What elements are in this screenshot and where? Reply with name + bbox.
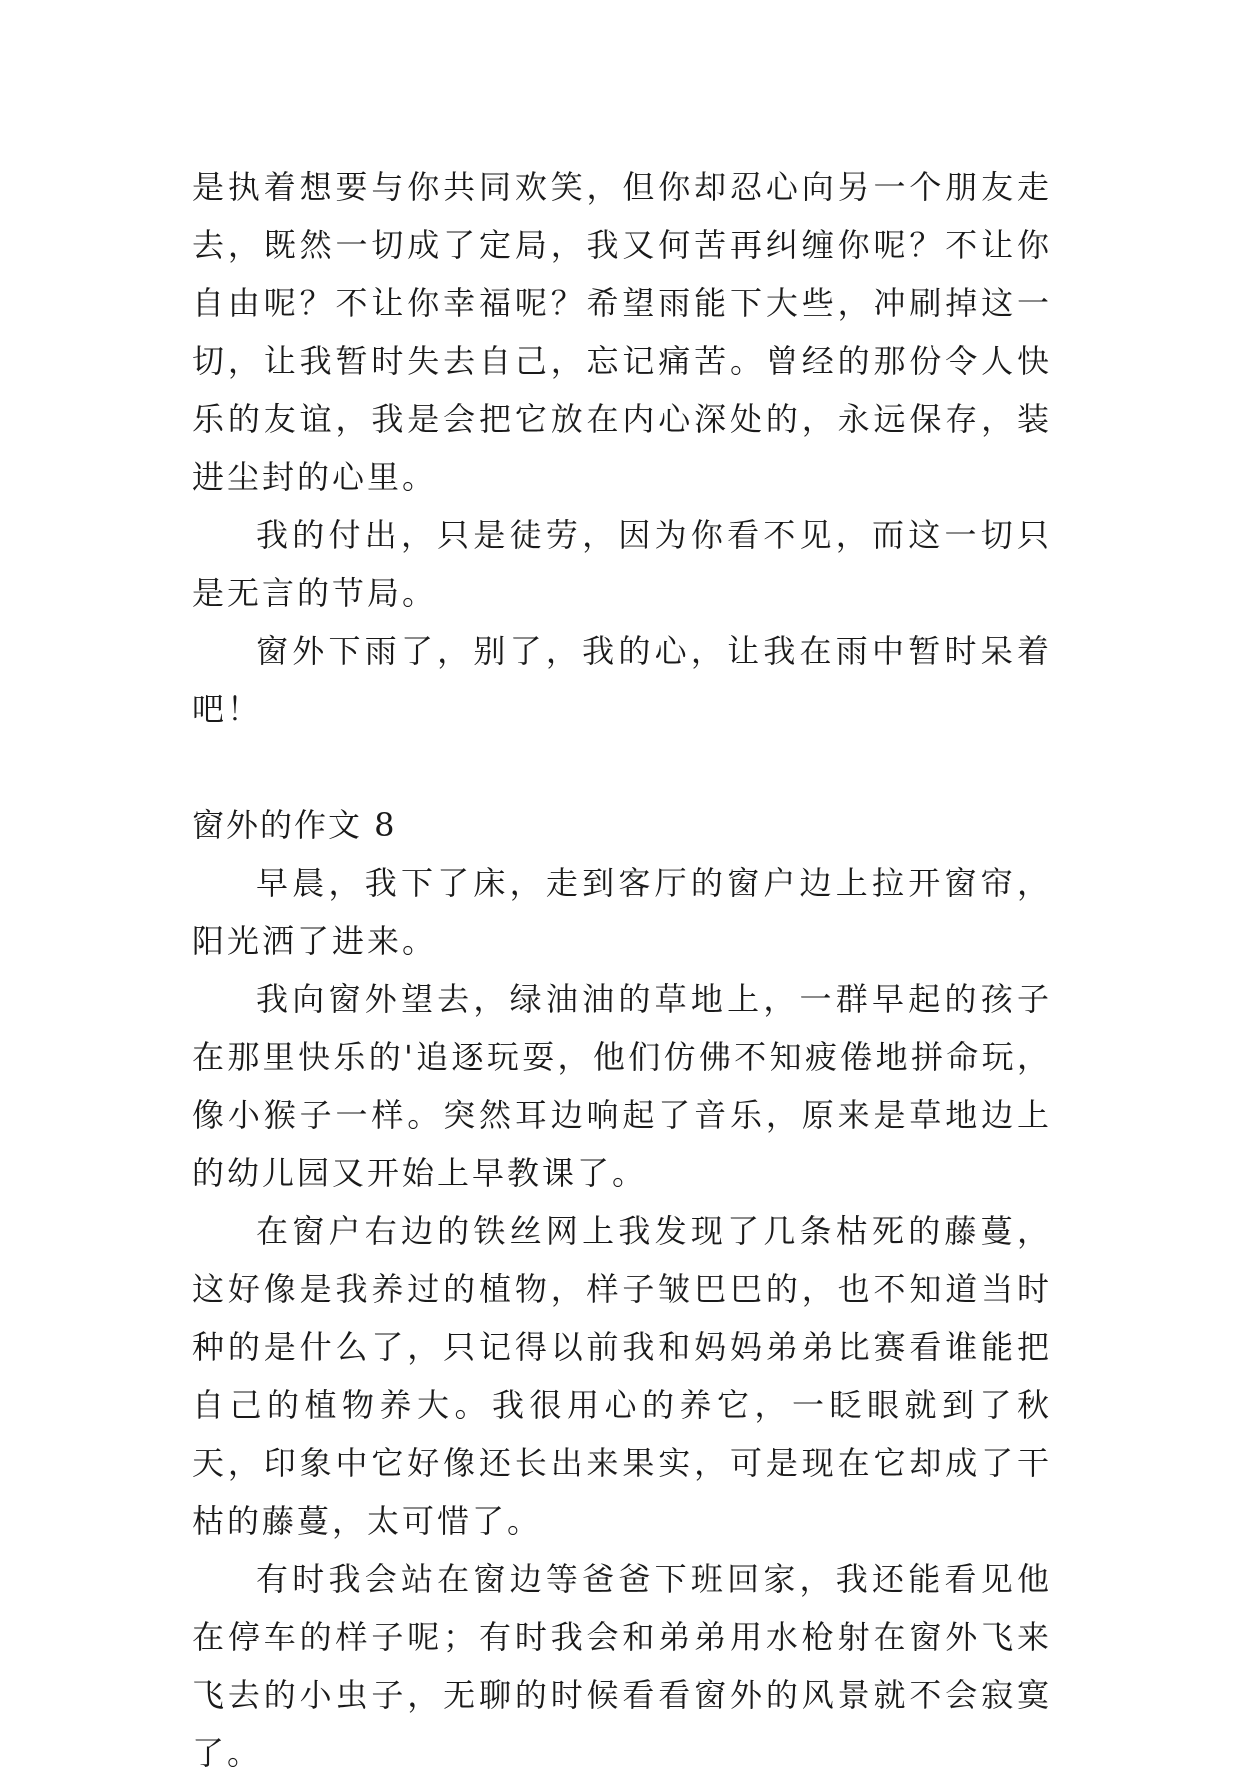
paragraph: 我向窗外望去，绿油油的草地上，一群早起的孩子在那里快乐的'追逐玩耍，他们仿佛不知疲倦地拼命玩，像小猴子一样。突然耳边响起了音乐，原来是草地边上的幼儿园又开始上早教课了。 xyxy=(192,980,1052,1192)
paragraph: 我的付出，只是徒劳，因为你看不见，而这一切只是无言的节局。 xyxy=(192,516,1052,612)
paragraph: 早晨，我下了床，走到客厅的窗户边上拉开窗帘，阳光洒了进来。 xyxy=(192,864,1052,960)
section-title: 窗外的作文 8 xyxy=(192,806,397,844)
paragraph-continued: 是执着想要与你共同欢笑，但你却忍心向另一个朋友走去，既然一切成了定局，我又何苦再纠缠你呢？不让你自由呢？不让你幸福呢？希望雨能下大些，冲刷掉这一切，让我暂时失去自己，忘记痛苦。曾经的那份令人快乐的友谊，我是会把它放在内心深处的，永远保存，装进尘封的心里。 xyxy=(192,168,1052,496)
paragraph: 在窗户右边的铁丝网上我发现了几条枯死的藤蔓，这好像是我养过的植物，样子皱巴巴的，也不知道当时种的是什么了，只记得以前我和妈妈弟弟比赛看谁能把自己的植物养大。我很用心的养它，一眨眼就到了秋天，印象中它好像还长出来果实，可是现在它却成了干枯的藤蔓，太可惜了。 xyxy=(192,1212,1052,1540)
paragraph: 窗外下雨了，别了，我的心，让我在雨中暂时呆着吧！ xyxy=(192,632,1052,728)
document-body xyxy=(192,158,1052,1782)
paragraph: 有时我会站在窗边等爸爸下班回家，我还能看见他在停车的样子呢；有时我会和弟弟用水枪射在窗外飞来飞去的小虫子，无聊的时候看看窗外的风景就不会寂寞了。 xyxy=(192,1560,1052,1772)
